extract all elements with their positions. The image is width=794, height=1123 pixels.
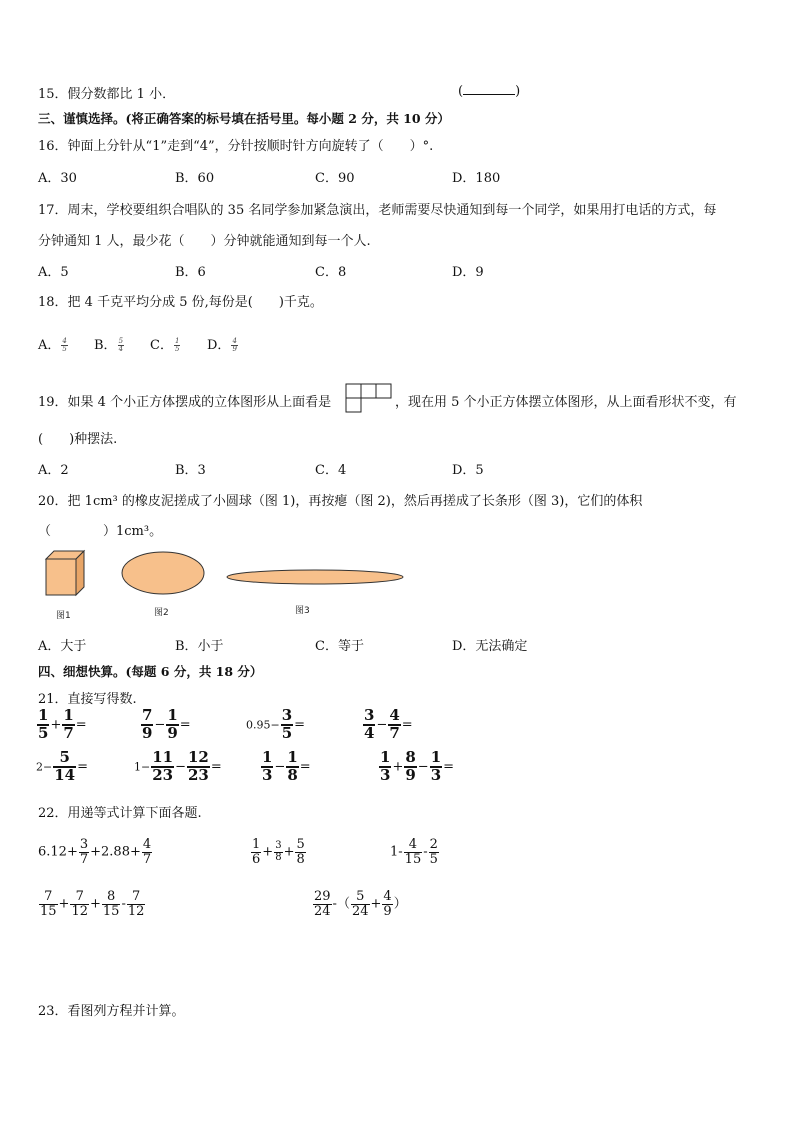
expression-21-8: $\frac{1}{3}$ + $\frac{8}{9}$ − $\frac{1}{3}$ = <box>380 748 455 784</box>
expression-22-4: $\frac{7}{15}$ + $\frac{7}{12}$ + $\frac{8}{15}$ - $\frac{7}{12}$ <box>40 889 145 919</box>
option-18-c[interactable]: C． $\frac{1}{5}$ <box>150 336 180 353</box>
section-4-title: 四、细想快算。(每题 6 分，共 18 分） <box>38 664 263 679</box>
fraction: $\frac{5}{4}$ <box>118 336 124 353</box>
option-19-d[interactable]: D．5 <box>452 463 484 478</box>
question-19-line2: ( )种摆法. <box>38 432 118 447</box>
section-3-title: 三、谨慎选择。(将正确答案的标号填在括号里。每小题 2 分，共 10 分） <box>38 111 450 126</box>
expression-21-6: 1− $\frac{11}{23}$ − $\frac{12}{23}$ = <box>134 748 222 784</box>
expression-22-5: $\frac{29}{24}$ -（ $\frac{5}{24}$ + $\frac{4}{9}$ ） <box>314 889 407 919</box>
option-19-b[interactable]: B．3 <box>175 463 206 478</box>
expression-22-1: 6.12+ $\frac{3}{7}$ +2.88+ $\frac{4}{7}$ <box>38 837 152 867</box>
option-17-d[interactable]: D．9 <box>452 265 484 280</box>
option-16-b[interactable]: B．60 <box>175 171 215 186</box>
question-19-line1a: 19．如果 4 个小正方体摆成的立体图形从上面看是 <box>38 395 332 410</box>
expression-21-3: 0.95− $\frac{3}{5}$ = <box>246 706 306 742</box>
question-23-text: 23．看图列方程并计算。 <box>38 1004 185 1019</box>
option-19-a[interactable]: A．2 <box>38 463 69 478</box>
option-16-a[interactable]: A．30 <box>38 171 77 186</box>
cube-figure <box>44 549 88 597</box>
expression-21-7: $\frac{1}{3}$ − $\frac{1}{8}$ = <box>262 748 311 784</box>
figure-2-label: 图2 <box>154 608 169 618</box>
option-20-a[interactable]: A．大于 <box>38 639 87 654</box>
option-20-b[interactable]: B．小于 <box>175 639 224 654</box>
expression-22-3: 1- $\frac{4}{15}$ - $\frac{2}{5}$ <box>390 837 438 867</box>
option-16-c[interactable]: C．90 <box>315 171 355 186</box>
question-19-line1b: ，现在用 5 个小正方体摆立体图形，从上面看形状不变，有 <box>395 395 737 410</box>
option-20-d[interactable]: D．无法确定 <box>452 639 528 654</box>
option-20-c[interactable]: C．等于 <box>315 639 364 654</box>
question-17-line1: 17．周末，学校要组织合唱队的 35 名同学参加紧急演出，老师需要尽快通知到每一个同学，如果用打电话的方式，每 <box>38 203 717 218</box>
long-strip-figure <box>225 567 405 587</box>
option-18-b[interactable]: B． $\frac{5}{4}$ <box>94 336 124 353</box>
figure-1-label: 图1 <box>56 611 71 621</box>
option-17-a[interactable]: A．5 <box>38 265 69 280</box>
option-17-b[interactable]: B．6 <box>175 265 206 280</box>
option-18-a[interactable]: A． $\frac{4}{5}$ <box>38 336 67 353</box>
fraction: $\frac{4}{5}$ <box>62 336 67 353</box>
question-22-text: 22．用递等式计算下面各题. <box>38 806 202 821</box>
option-17-c[interactable]: C．8 <box>315 265 347 280</box>
question-20-line1: 20．把 1cm³ 的橡皮泥搓成了小圆球（图 1)，再按瘪（图 2)，然后再搓成了长条形（图 3)，它们的体积 <box>38 494 643 509</box>
question-18-text: 18．把 4 千克平均分成 5 份,每份是( )千克。 <box>38 295 323 310</box>
fraction: $\frac{1}{5}$ <box>174 336 180 353</box>
expression-22-2: $\frac{1}{6}$ + $\frac{3}{8}$ + $\frac{5}{8}$ <box>252 837 305 867</box>
expression-21-2: $\frac{7}{9}$ − $\frac{1}{9}$ = <box>142 706 191 742</box>
answer-blank-15[interactable]: ( ) <box>458 84 521 99</box>
expression-21-4: $\frac{3}{4}$ − $\frac{4}{7}$ = <box>364 706 413 742</box>
question-17-line2: 分钟通知 1 人，最少花（ ）分钟就能通知到每一个人. <box>38 234 371 249</box>
option-19-c[interactable]: C．4 <box>315 463 347 478</box>
question-16-text: 16．钟面上分针从“1”走到“4”，分针按顺时针方向旋转了（ ）°. <box>38 139 434 154</box>
option-16-d[interactable]: D．180 <box>452 171 501 186</box>
question-21-text: 21．直接写得数. <box>38 692 137 707</box>
top-view-squares-diagram <box>345 383 393 413</box>
question-15-text: 15．假分数都比 1 小． <box>38 87 176 102</box>
option-18-d[interactable]: D． $\frac{4}{9}$ <box>207 336 237 353</box>
figure-3-label: 图3 <box>295 606 310 616</box>
question-15 <box>38 83 175 102</box>
flattened-ellipse-figure <box>120 550 206 596</box>
question-20-line2: （ ）1cm³。 <box>38 524 163 539</box>
fraction: $\frac{4}{9}$ <box>232 336 237 353</box>
expression-21-5: 2− $\frac{5}{14}$ = <box>36 748 88 784</box>
expression-21-1: $\frac{1}{5}$ + $\frac{1}{7}$ = <box>38 706 87 742</box>
